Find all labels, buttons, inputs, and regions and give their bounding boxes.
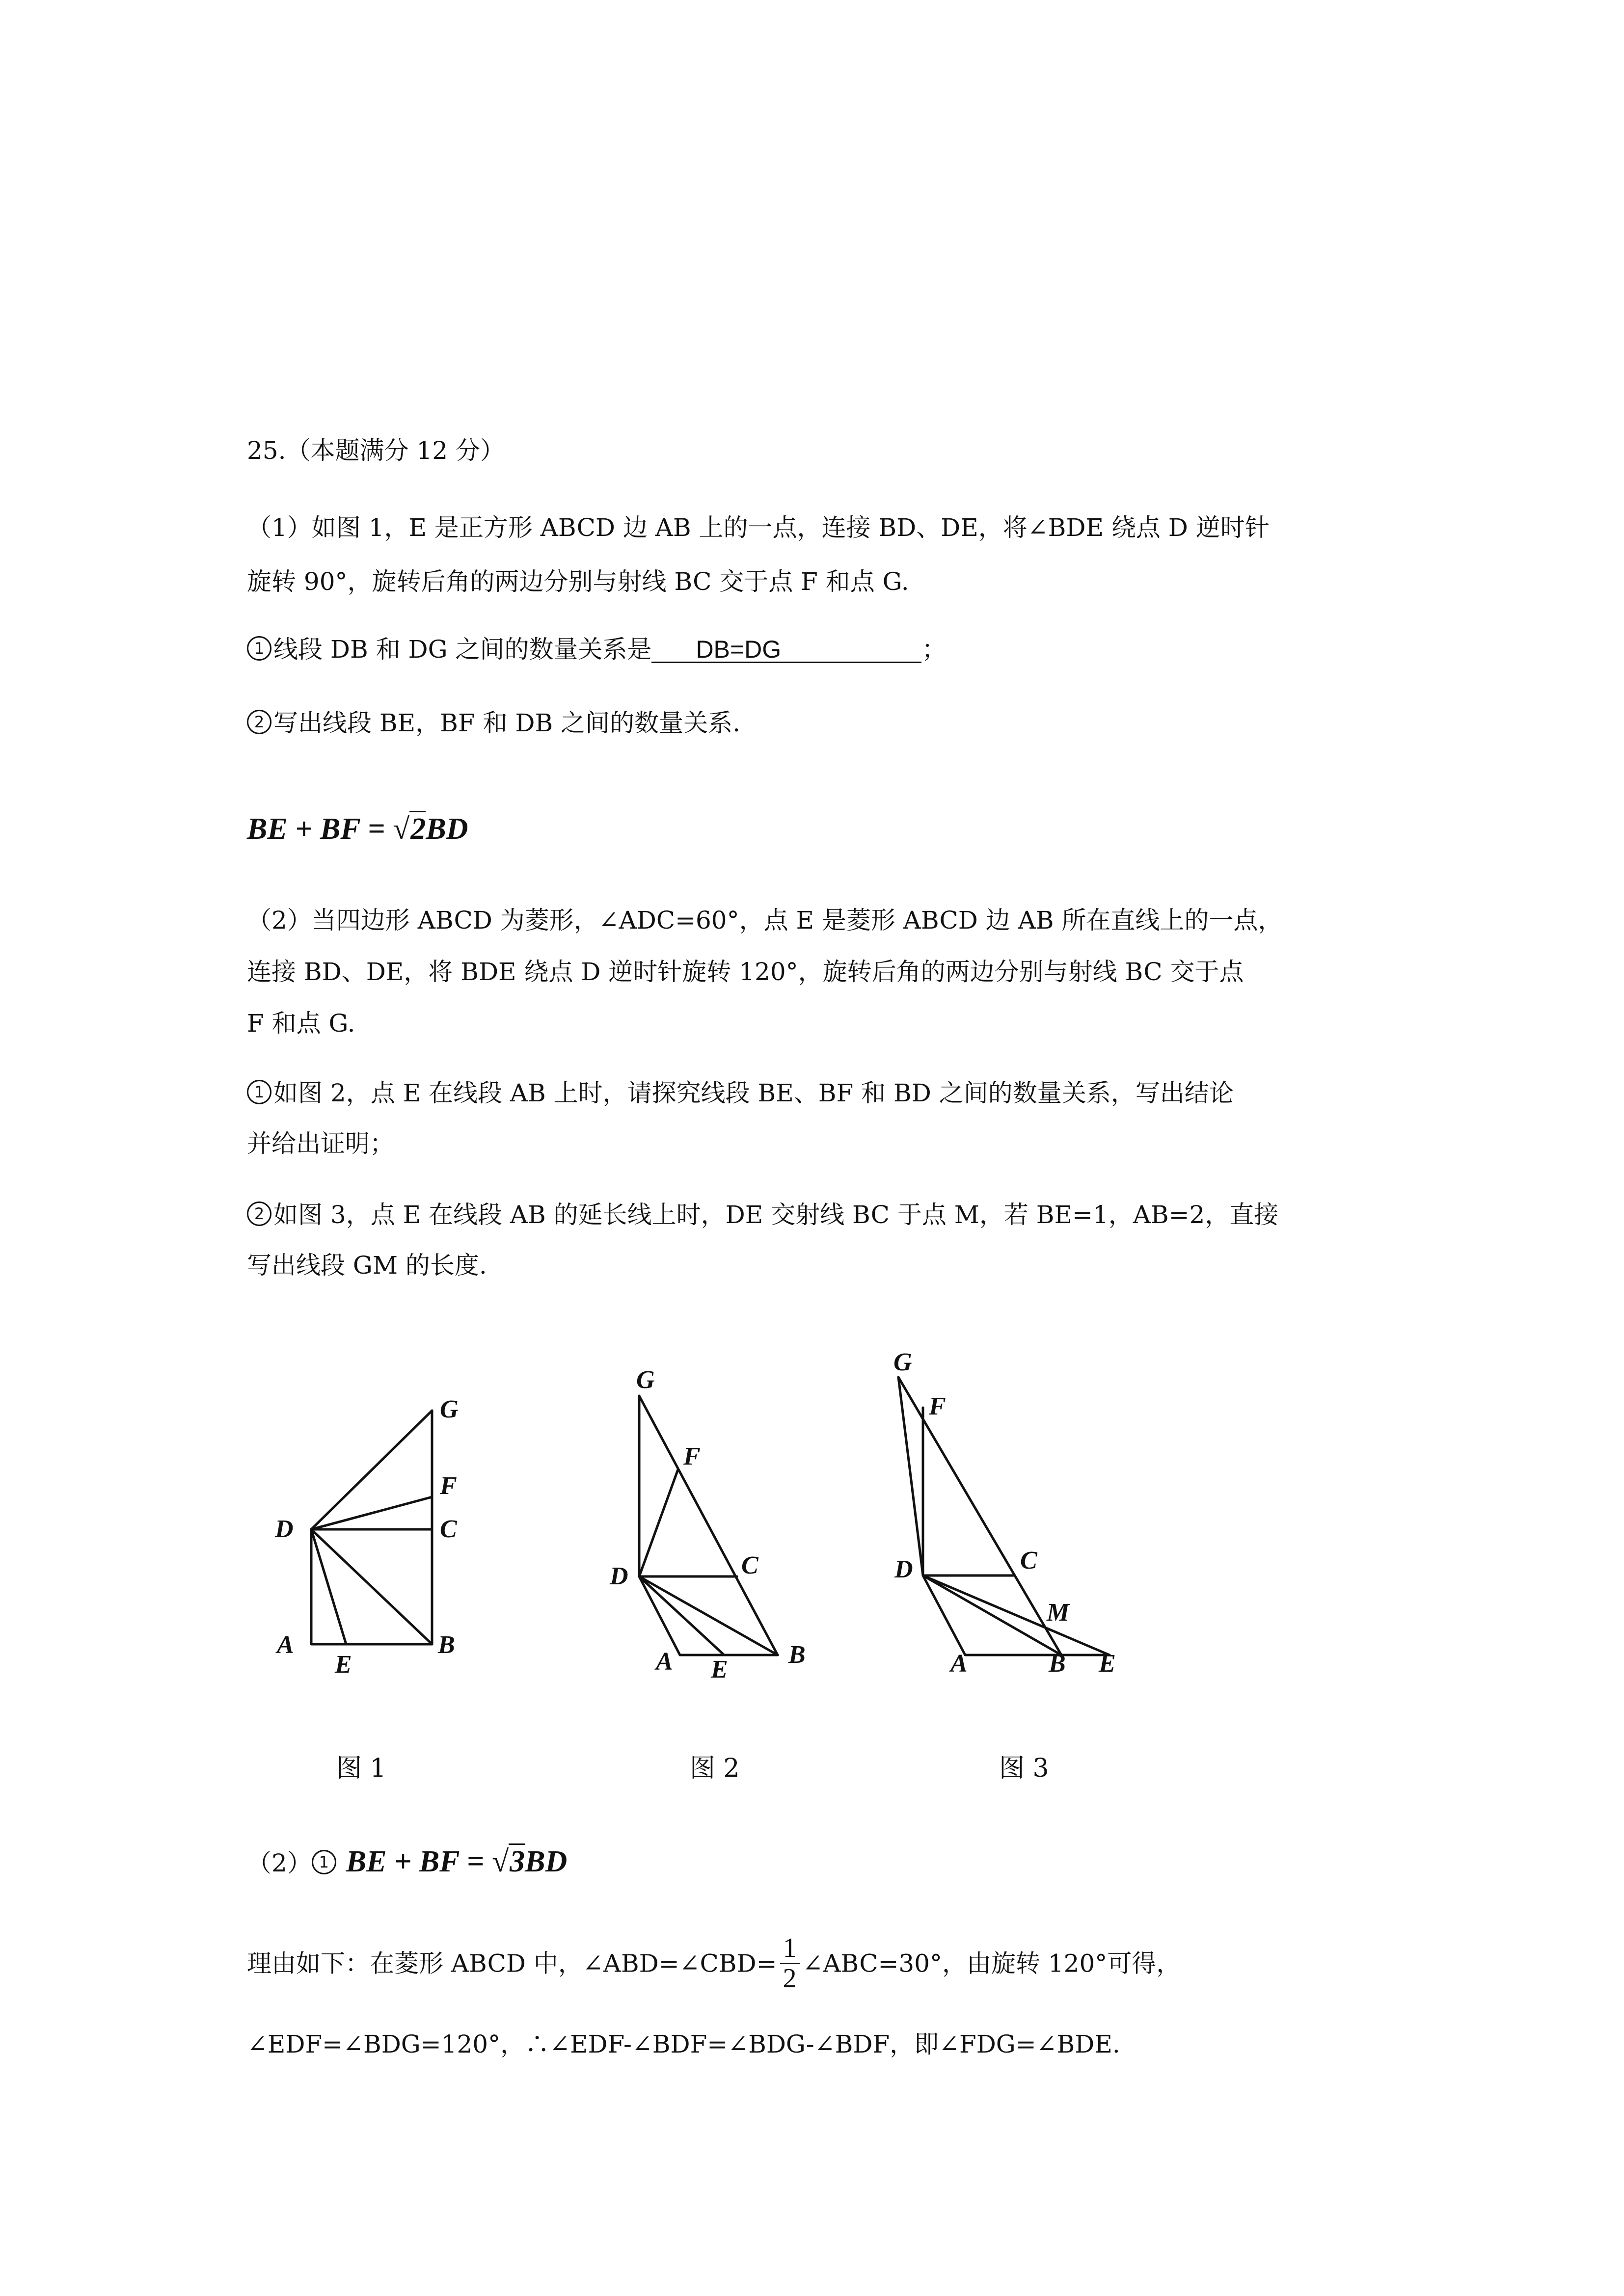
q1-text: 线段 DB 和 DG 之间的数量关系是 — [273, 635, 652, 664]
fig2-label-C: C — [741, 1551, 758, 1579]
circled-number-1: 1 — [312, 1850, 336, 1874]
fig3-label-A: A — [950, 1650, 968, 1678]
problem-title: 25.（本题满分 12 分） — [247, 436, 505, 465]
q1-end: ； — [921, 635, 947, 664]
fig3-label-C: C — [1020, 1547, 1037, 1575]
part1-answer-formula — [247, 814, 468, 844]
solution-reason-line1 — [247, 1934, 1181, 1993]
fig2-label-B: B — [788, 1641, 806, 1669]
fig2-label-E: E — [711, 1655, 728, 1683]
q2-text: 写出线段 BE，BF 和 DB 之间的数量关系. — [273, 709, 740, 737]
p2q2-line1: 如图 3，点 E 在线段 AB 的延长线上时，DE 交射线 BC 于点 M，若 BE=1，AB=2，直接 — [273, 1201, 1279, 1229]
solution-formula-left: BE + BF = — [346, 1845, 485, 1878]
reason-line1-part-a: 理由如下：在菱形 ABCD 中，∠ABD=∠CBD= — [247, 1949, 777, 1978]
fig3-label-M: M — [1047, 1599, 1070, 1627]
circled-number-2: 2 — [247, 710, 271, 734]
sqrt-radicand: 2 — [409, 811, 426, 846]
part2-question2-line2: 写出线段 GM 的长度. — [247, 1251, 487, 1280]
fig1-label-A: A — [277, 1631, 294, 1659]
fraction-denominator: 2 — [783, 1963, 797, 1994]
solution-formula-right: BD — [525, 1845, 568, 1878]
circled-number-2: 2 — [247, 1201, 271, 1226]
fig2-label-A: A — [656, 1648, 673, 1676]
part2-line3: F 和点 G. — [247, 1009, 355, 1038]
fig2-segment-DE — [639, 1576, 724, 1655]
fig3-label-G: G — [893, 1348, 912, 1376]
solution-reason-line2: ∠EDF=∠BDG=120°，∴∠EDF-∠BDF=∠BDG-∠BDF，即∠FDG=∠BDE. — [247, 2030, 1120, 2058]
fig1-label-E: E — [335, 1651, 352, 1679]
part2-line1: （2）当四边形 ABCD 为菱形，∠ADC=60°，点 E 是菱形 ABCD 边 AB 所在直线上的一点， — [247, 906, 1283, 934]
fig2-label-G: G — [636, 1366, 655, 1394]
figure-2-caption: 图 2 — [690, 1754, 740, 1783]
fig3-segment-DG — [898, 1377, 923, 1575]
figure-1-caption: 图 1 — [336, 1754, 386, 1783]
part2-question1-line2: 并给出证明； — [247, 1129, 394, 1158]
fig1-label-C: C — [440, 1515, 457, 1543]
reason-line1-part-b: ∠ABC=30°，由旋转 120°可得， — [802, 1949, 1181, 1978]
formula-right: BD — [426, 812, 468, 846]
fig2-segment-DF — [639, 1469, 678, 1576]
fig1-label-G: G — [440, 1395, 459, 1423]
solution-answer — [247, 1846, 567, 1877]
fraction-numerator: 1 — [780, 1934, 800, 1964]
fig3-label-E: E — [1099, 1650, 1116, 1678]
sqrt-sign: √ — [492, 1845, 509, 1878]
solution-sqrt-radicand: 3 — [509, 1843, 525, 1878]
fig3-label-D: D — [894, 1555, 913, 1583]
fraction-one-half — [780, 1934, 800, 1993]
figure-3-caption: 图 3 — [999, 1754, 1049, 1783]
part1-line2: 旋转 90°，旋转后角的两边分别与射线 BC 交于点 F 和点 G. — [247, 567, 909, 596]
part2-question2-line1 — [247, 1201, 1278, 1227]
fig1-label-B: B — [438, 1631, 455, 1659]
q1-answer-blank: DB=DG — [651, 637, 921, 663]
circled-number-1: 1 — [247, 636, 271, 661]
figure-3 — [884, 1345, 1159, 1698]
part1-question2 — [247, 710, 740, 735]
formula-left: BE + BF = — [247, 812, 385, 846]
part2-line2: 连接 BD、DE，将 BDE 绕点 D 逆时针旋转 120°，旋转后角的两边分别与射线 BC 交于点 — [247, 958, 1244, 986]
fig1-label-F: F — [440, 1472, 457, 1500]
sqrt-sign: √ — [393, 812, 410, 846]
fig1-segment-DG — [311, 1411, 432, 1529]
part1-line1: （1）如图 1，E 是正方形 ABCD 边 AB 上的一点，连接 BD、DE，将∠BDE 绕点 D 逆时针 — [247, 513, 1270, 542]
fig3-label-F: F — [929, 1392, 946, 1420]
fig2-label-F: F — [683, 1442, 701, 1470]
circled-number-1: 1 — [247, 1080, 271, 1104]
p2q1-line1: 如图 2，点 E 在线段 AB 上时，请探究线段 BE、BF 和 BD 之间的数量关系，写出结论 — [273, 1079, 1234, 1107]
fig2-label-D: D — [610, 1562, 628, 1590]
part2-question1-line1 — [247, 1080, 1234, 1105]
solution-prefix: （2） — [247, 1849, 312, 1877]
fig3-segment-DE — [923, 1575, 1110, 1655]
figure-1 — [245, 1364, 520, 1698]
part1-question1 — [247, 636, 946, 663]
fig3-label-B: B — [1049, 1650, 1066, 1678]
fig1-label-D: D — [275, 1515, 294, 1543]
figure-2 — [594, 1364, 849, 1698]
